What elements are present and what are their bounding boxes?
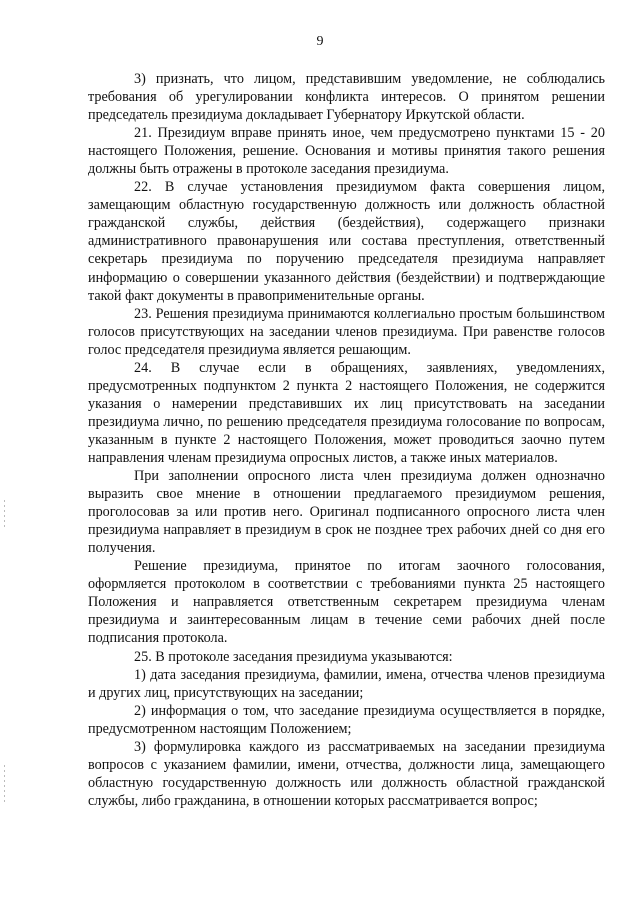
paragraph: 21. Президиум вправе принять иное, чем предусмотрено пунктами 15 - 20 настоящего Положения, решение. Основания и мотивы принятия такого решения должны быть отражены в протоколе заседания президиума.: [88, 125, 605, 178]
paragraph: 22. В случае установления президиумом факта совершения лицом, замещающим областную государственную должность или должность областной гражданской службы, действия (бездействия), содержащего признаки административного правонарушения или состава преступления, ответственный секретарь президиума по поручению председателя президиума направляет информацию о совершении указанного действия (бездействии) и подтверждающие такой факт документы в правоприменительные органы.: [88, 179, 605, 304]
page-number: 9: [316, 34, 324, 49]
paragraph: 3) признать, что лицом, представившим уведомление, не соблюдались требования об урегулировании конфликта интересов. О принятом решении председатель президиума докладывает Губернатору Иркутской области.: [88, 71, 605, 124]
paragraph: Решение президиума, принятое по итогам заочного голосования, оформляется протоколом в соответствии с требованиями пункта 25 настоящего Положения и направляется ответственным секретарем президиума членам президиума и заинтересованным лицам в течение семи рабочих дней после подписания протокола.: [88, 558, 605, 647]
paragraph: 3) формулировка каждого из рассматриваемых на заседании президиума вопросов с указанием фамилии, имени, отчества, должности лица, замещающего областную государственную должность или должность областной гражданской службы, либо гражданина, в отношении которых рассматривается вопрос;: [88, 738, 605, 809]
paragraph: 24. В случае если в обращениях, заявлениях, уведомлениях, предусмотренных подпунктом 2 пункта 2 настоящего Положения, не содержится указания о намерении представивших их лиц присутствовать на заседании президиума лично, по решению председателя президиума голосование по вопросам, указанным в пункте 2 настоящего Положения, может проводиться заочно путем направления членам президиума опросных листов, а также иных материалов.: [88, 359, 605, 466]
document-body: [88, 70, 605, 810]
paragraph: 23. Решения президиума принимаются коллегиально простым большинством голосов присутствующих на заседании членов президиума. При равенстве голосов голос председателя президиума является решающим.: [88, 305, 605, 358]
paragraph: 2) информация о том, что заседание президиума осуществляется в порядке, предусмотренном настоящим Положением;: [88, 702, 605, 737]
paragraph: При заполнении опросного листа член президиума должен однозначно выразить свое мнение в отношении предлагаемого президиумом решения, проголосовав за или против него. Оригинал подписанного опросного листа член президиума направляет в президиум в срок не позднее трех рабочих дней со дня его получения.: [88, 468, 605, 557]
scan-margin-mark: [4, 500, 5, 530]
paragraph: 1) дата заседания президиума, фамилии, имена, отчества членов президиума и других лиц, присутствующих на заседании;: [88, 666, 605, 701]
scan-margin-mark: [4, 765, 5, 805]
paragraph: 25. В протоколе заседания президиума указываются:: [134, 648, 453, 665]
